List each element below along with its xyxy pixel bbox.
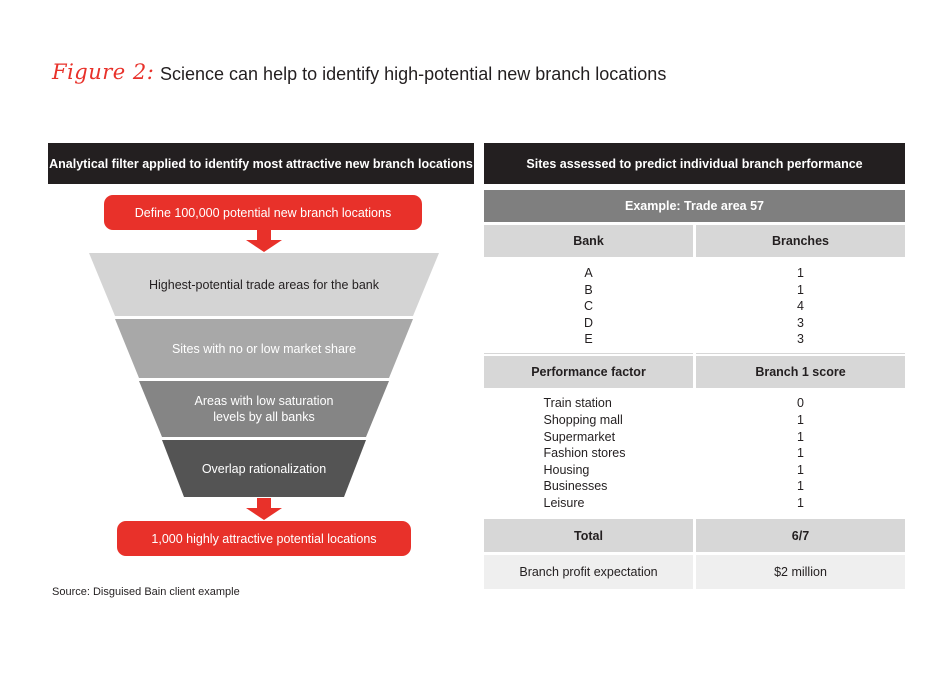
profit-row [484, 555, 905, 589]
funnel-step-1-label: Highest-potential trade areas for the bank [149, 277, 379, 292]
factor-score: 0 [797, 396, 804, 411]
factor-name: Businesses [543, 479, 608, 494]
bank-name: D [583, 315, 594, 330]
profit-value: $2 million [696, 555, 905, 589]
bank-name: E [584, 332, 593, 347]
bank-list [484, 260, 693, 354]
bank-column-header: Bank [484, 225, 693, 257]
funnel-step-2-label: Sites with no or low market share [171, 341, 357, 356]
branch-count: 1 [797, 266, 804, 281]
factor-list [544, 390, 634, 517]
source-note: Source: Disguised Bain client example [52, 586, 240, 598]
factor-list-row [484, 390, 905, 517]
factor-name: Shopping mall [543, 413, 623, 428]
factor-score: 1 [797, 479, 804, 494]
factor-header-row [484, 356, 905, 388]
score-column-header: Branch 1 score [696, 356, 905, 388]
factor-name: Train station [543, 396, 612, 411]
example-header: Example: Trade area 57 [484, 190, 905, 222]
left-panel-header: Analytical filter applied to identify most attractive new branch locations [48, 143, 474, 184]
right-panel-header: Sites assessed to predict individual branch performance [484, 143, 905, 184]
down-arrow-icon [246, 230, 282, 252]
branches-list [696, 260, 905, 354]
bank-list-row [484, 260, 905, 354]
funnel-step-3-label: Areas with low saturation levels by all banks [194, 394, 334, 424]
bank-name: C [583, 299, 594, 314]
factor-name: Fashion stores [543, 446, 626, 461]
total-label: Total [484, 519, 693, 552]
factor-score: 1 [797, 495, 804, 510]
end-step-pill: 1,000 highly attractive potential locations [117, 521, 411, 556]
branch-count: 4 [797, 299, 804, 314]
factor-name: Housing [543, 462, 590, 477]
figure-label: Figure 2: [52, 60, 155, 84]
profit-label: Branch profit expectation [484, 555, 693, 589]
score-list [696, 390, 905, 517]
figure-title: Science can help to identify high-potential new branch locations [160, 64, 667, 84]
branch-count: 3 [797, 332, 804, 347]
funnel-step-4-label: Overlap rationalization [201, 461, 327, 476]
branch-count: 3 [797, 315, 804, 330]
branches-column-header: Branches [696, 225, 905, 257]
factor-column-header: Performance factor [484, 356, 693, 388]
factor-score: 1 [797, 413, 804, 428]
factor-name: Leisure [543, 495, 585, 510]
factor-name: Supermarket [543, 429, 616, 444]
bank-header-row [484, 225, 905, 257]
factor-score: 1 [797, 429, 804, 444]
start-step-pill: Define 100,000 potential new branch locations [104, 195, 422, 230]
branch-count: 1 [797, 282, 804, 297]
factor-score: 1 [797, 462, 804, 477]
total-row [484, 519, 905, 552]
bank-name: B [584, 282, 593, 297]
down-arrow-icon [246, 498, 282, 520]
bank-name: A [584, 266, 593, 281]
factor-score: 1 [797, 446, 804, 461]
total-value: 6/7 [696, 519, 905, 552]
